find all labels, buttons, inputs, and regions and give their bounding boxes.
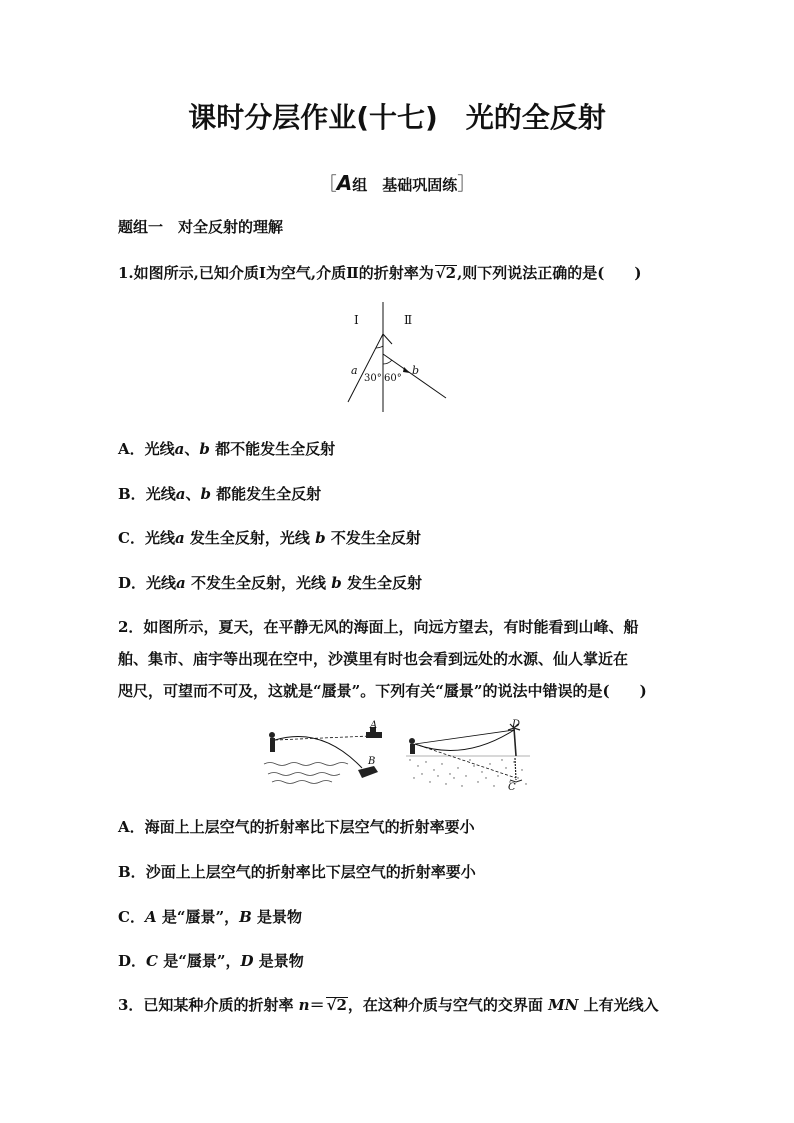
page-title xyxy=(0,96,794,136)
q2-option-c: C．A 是“蜃景”，B 是景物 xyxy=(118,908,302,926)
mirage-trunk xyxy=(515,758,516,780)
sqrt-symbol: √2 xyxy=(435,264,457,282)
title-topic: 光的全反射 xyxy=(465,101,606,134)
angle-arc-60 xyxy=(383,360,392,364)
ray-b-arrow xyxy=(403,367,410,373)
desert-observer xyxy=(410,744,415,754)
section-heading: 题组一 对全反射的理解 xyxy=(118,218,284,236)
medium-1-label: Ⅰ xyxy=(354,313,359,327)
q2-option-b: B．沙面上上层空气的折射率比下层空气的折射率要小 xyxy=(118,863,476,881)
sea-waves-2 xyxy=(268,773,340,776)
q1-stem: 1.如图所示,已知介质Ⅰ为空气,介质Ⅱ的折射率为 √2,则下列说法正确的是( ) xyxy=(118,264,642,282)
q2-option-d: D．C 是“蜃景”，D 是景物 xyxy=(118,952,304,970)
medium-2-label: Ⅱ xyxy=(404,313,413,327)
q2-desert-mirage-figure xyxy=(404,718,532,794)
q2-stem-line-2: 舶、集市、庙宇等出现在空中，沙漠里有时也会看到远处的水源、仙人掌近在 xyxy=(118,650,629,668)
q1-refraction-figure xyxy=(340,302,450,414)
label-d: D xyxy=(512,719,521,730)
desert-curved-ray xyxy=(415,730,514,750)
mirage-ship xyxy=(366,732,382,738)
group-label xyxy=(0,170,794,196)
sea-waves-3 xyxy=(272,781,332,784)
q2-option-a: A．海面上上层空气的折射率比下层空气的折射率要小 xyxy=(118,818,475,836)
desert-observer-head xyxy=(409,738,415,744)
observer-head xyxy=(269,732,275,738)
q1-option-b: B．光线a、b 都能发生全反射 xyxy=(118,485,322,503)
label-a: A xyxy=(370,720,378,731)
q3-stem: 3．已知某种介质的折射率 n＝ √2，在这种介质与空气的交界面 MN 上有光线入 xyxy=(118,996,659,1014)
real-ship xyxy=(358,766,378,778)
angle-60-label: 60° xyxy=(384,373,402,384)
q1-option-c: C．光线a 发生全反射，光线 b 不发生全反射 xyxy=(118,529,421,547)
observer-figure xyxy=(270,738,275,752)
q2-sea-mirage-figure xyxy=(262,718,392,790)
q2-stem-line-3: 咫尺，可望而不可及，这就是“蜃景”。下列有关“蜃景”的说法中错误的是( ) xyxy=(118,682,647,700)
sqrt-symbol: √2 xyxy=(326,996,347,1014)
group-bracket-close: ］ xyxy=(457,174,476,195)
group-text: 组 基础巩固练 xyxy=(352,176,458,194)
desert-upper-ray xyxy=(415,730,514,744)
angle-30-label: 30° xyxy=(364,373,382,384)
ray-b-label: b xyxy=(412,364,420,377)
q1-option-d: D．光线a 不发生全反射，光线 b 发生全反射 xyxy=(118,574,422,592)
ray-a-extension xyxy=(383,334,392,344)
label-c: C xyxy=(508,782,516,793)
group-letter: A xyxy=(336,171,353,195)
curved-light-ray xyxy=(275,737,362,769)
title-series: 课时分层作业(十七) xyxy=(188,101,438,134)
q2-stem-line-1: 2．如图所示，夏天，在平静无风的海面上，向远方望去，有时能看到山峰、船 xyxy=(118,618,639,636)
group-bracket-open: ［ xyxy=(318,174,337,195)
sea-waves xyxy=(264,763,348,766)
q1-option-a: A．光线a、b 都不能发生全反射 xyxy=(118,440,336,458)
palm-trunk xyxy=(514,728,516,756)
ray-a-label: a xyxy=(351,364,358,377)
label-b: B xyxy=(368,756,376,767)
